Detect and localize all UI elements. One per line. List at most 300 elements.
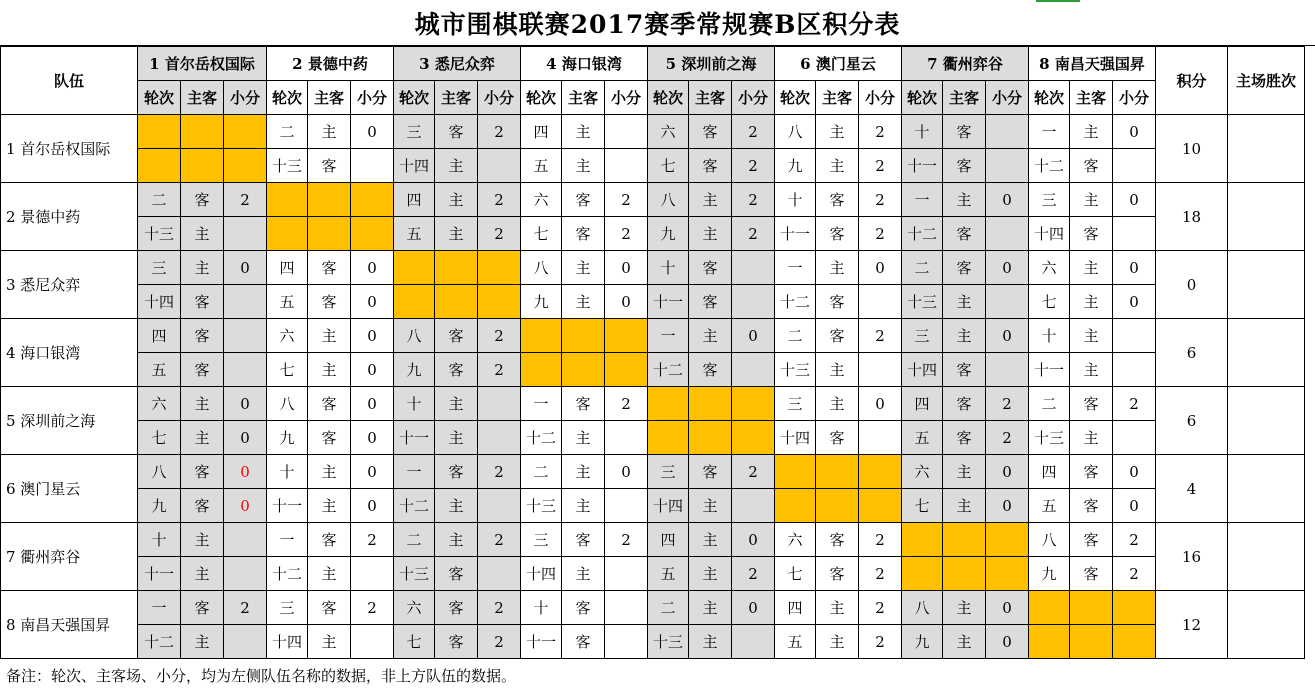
diagonal-cell <box>732 421 775 455</box>
subcol-header: 小分 <box>986 81 1029 115</box>
home-away-cell: 主 <box>689 557 732 591</box>
round-cell: 十 <box>521 591 562 625</box>
diagonal-cell <box>394 251 435 285</box>
round-cell: 二 <box>138 183 181 217</box>
score-cell <box>605 625 648 659</box>
round-cell: 一 <box>902 183 943 217</box>
diagonal-cell <box>1113 625 1156 659</box>
score-cell <box>986 149 1029 183</box>
home-away-cell: 主 <box>562 455 605 489</box>
score-cell: 0 <box>732 319 775 353</box>
score-cell <box>478 149 521 183</box>
round-cell: 四 <box>902 387 943 421</box>
home-away-cell: 客 <box>562 183 605 217</box>
home-away-cell: 主 <box>435 183 478 217</box>
score-cell: 2 <box>986 421 1029 455</box>
round-cell: 十 <box>138 523 181 557</box>
home-away-cell: 主 <box>689 183 732 217</box>
home-wins-cell <box>1228 455 1305 523</box>
home-wins-cell <box>1228 523 1305 591</box>
home-away-cell: 客 <box>1070 557 1113 591</box>
subcol-header: 主客 <box>562 81 605 115</box>
table-row <box>1 115 1305 149</box>
score-cell <box>1113 421 1156 455</box>
home-away-cell: 主 <box>562 421 605 455</box>
score-cell: 0 <box>605 285 648 319</box>
score-cell: 0 <box>351 489 394 523</box>
home-away-cell: 客 <box>308 251 351 285</box>
round-cell: 十三 <box>1029 421 1070 455</box>
home-away-cell: 客 <box>1070 149 1113 183</box>
table-row <box>1 421 1305 455</box>
home-away-cell: 主 <box>562 149 605 183</box>
round-cell: 四 <box>521 115 562 149</box>
round-cell: 二 <box>1029 387 1070 421</box>
score-cell <box>986 353 1029 387</box>
home-away-cell: 客 <box>943 115 986 149</box>
round-cell: 九 <box>267 421 308 455</box>
home-away-cell: 主 <box>943 489 986 523</box>
round-cell: 十一 <box>902 149 943 183</box>
home-away-cell: 客 <box>1070 489 1113 523</box>
home-away-cell: 主 <box>689 591 732 625</box>
diagonal-cell <box>605 319 648 353</box>
home-away-cell: 主 <box>562 489 605 523</box>
round-cell: 十四 <box>267 625 308 659</box>
score-cell <box>605 591 648 625</box>
round-cell: 六 <box>902 455 943 489</box>
home-away-cell: 客 <box>181 353 224 387</box>
round-cell: 八 <box>521 251 562 285</box>
round-cell: 十一 <box>138 557 181 591</box>
score-cell: 2 <box>859 523 902 557</box>
table-row <box>1 591 1305 625</box>
home-away-cell: 客 <box>435 353 478 387</box>
round-cell: 十二 <box>138 625 181 659</box>
round-cell: 十四 <box>648 489 689 523</box>
score-cell <box>224 217 267 251</box>
score-cell: 0 <box>986 489 1029 523</box>
standings-table <box>0 46 1305 659</box>
diagonal-cell <box>775 489 816 523</box>
home-away-cell: 主 <box>562 285 605 319</box>
row-team-name: 5 深圳前之海 <box>1 387 138 455</box>
home-wins-cell <box>1228 251 1305 319</box>
page-title-text: 城市围棋联赛2017赛季常规赛B区积分表 <box>414 9 901 39</box>
diagonal-cell <box>351 183 394 217</box>
score-cell <box>605 149 648 183</box>
points-cell: 0 <box>1156 251 1228 319</box>
home-away-cell: 主 <box>1070 285 1113 319</box>
opponent-header-2: 2 景德中药 <box>267 47 394 81</box>
footnote: 备注：轮次、主客场、小分，均为左侧队伍名称的数据，非上方队伍的数据。 <box>6 667 517 685</box>
home-away-cell: 客 <box>181 183 224 217</box>
home-away-cell: 客 <box>308 523 351 557</box>
home-away-cell: 主 <box>943 455 986 489</box>
score-cell <box>1113 353 1156 387</box>
round-cell: 十 <box>394 387 435 421</box>
home-away-cell: 主 <box>181 251 224 285</box>
round-cell: 十三 <box>902 285 943 319</box>
round-cell: 四 <box>775 591 816 625</box>
home-away-cell: 主 <box>689 217 732 251</box>
subcol-header: 小分 <box>351 81 394 115</box>
subcol-header: 小分 <box>1113 81 1156 115</box>
table-row <box>1 557 1305 591</box>
home-away-cell: 客 <box>435 455 478 489</box>
home-away-cell: 客 <box>816 183 859 217</box>
score-cell: 0 <box>732 591 775 625</box>
score-cell: 2 <box>859 625 902 659</box>
round-cell: 十二 <box>1029 149 1070 183</box>
home-away-cell: 客 <box>181 489 224 523</box>
round-cell: 七 <box>902 489 943 523</box>
home-away-cell: 主 <box>562 557 605 591</box>
table-row <box>1 319 1305 353</box>
score-cell <box>605 489 648 523</box>
score-cell: 0 <box>351 353 394 387</box>
score-cell: 0 <box>986 183 1029 217</box>
score-cell <box>732 625 775 659</box>
score-cell <box>1113 217 1156 251</box>
diagonal-cell <box>224 149 267 183</box>
score-cell <box>1113 319 1156 353</box>
round-cell: 二 <box>902 251 943 285</box>
round-cell: 七 <box>521 217 562 251</box>
score-cell <box>224 319 267 353</box>
score-cell: 0 <box>351 455 394 489</box>
round-cell: 五 <box>394 217 435 251</box>
round-cell: 十一 <box>648 285 689 319</box>
score-cell: 2 <box>478 591 521 625</box>
home-away-cell: 主 <box>308 489 351 523</box>
diagonal-cell <box>138 115 181 149</box>
round-cell: 十四 <box>775 421 816 455</box>
score-cell <box>732 251 775 285</box>
round-cell: 五 <box>267 285 308 319</box>
home-away-cell: 主 <box>689 625 732 659</box>
round-cell: 八 <box>267 387 308 421</box>
score-cell: 0 <box>1113 115 1156 149</box>
home-away-cell: 主 <box>689 489 732 523</box>
row-team-name: 8 南昌天强国昇 <box>1 591 138 659</box>
score-cell <box>859 421 902 455</box>
home-away-cell: 客 <box>816 319 859 353</box>
score-cell <box>478 557 521 591</box>
score-cell <box>732 353 775 387</box>
table-row <box>1 523 1305 557</box>
score-cell <box>478 489 521 523</box>
score-cell <box>732 285 775 319</box>
home-away-cell: 客 <box>435 115 478 149</box>
round-cell: 十一 <box>394 421 435 455</box>
round-cell: 十二 <box>648 353 689 387</box>
score-cell: 0 <box>859 387 902 421</box>
home-away-cell: 客 <box>308 421 351 455</box>
subcol-header: 小分 <box>859 81 902 115</box>
round-cell: 七 <box>267 353 308 387</box>
round-cell: 十四 <box>902 353 943 387</box>
home-away-cell: 主 <box>1070 319 1113 353</box>
home-wins-column-header: 主场胜次 <box>1228 47 1305 115</box>
round-cell: 七 <box>648 149 689 183</box>
diagonal-cell <box>521 353 562 387</box>
home-away-cell: 主 <box>1070 421 1113 455</box>
points-cell: 12 <box>1156 591 1228 659</box>
round-cell: 九 <box>394 353 435 387</box>
round-cell: 六 <box>1029 251 1070 285</box>
home-wins-cell <box>1228 115 1305 183</box>
round-cell: 十三 <box>775 353 816 387</box>
table-row <box>1 183 1305 217</box>
round-cell: 九 <box>648 217 689 251</box>
home-wins-cell <box>1228 591 1305 659</box>
subcol-header: 小分 <box>605 81 648 115</box>
diagonal-cell <box>1070 591 1113 625</box>
subcol-header: 主客 <box>1070 81 1113 115</box>
home-away-cell: 客 <box>181 285 224 319</box>
row-team-name: 2 景德中药 <box>1 183 138 251</box>
score-cell: 2 <box>351 523 394 557</box>
diagonal-cell <box>562 353 605 387</box>
score-cell: 0 <box>224 489 267 523</box>
diagonal-cell <box>605 353 648 387</box>
subcol-header: 轮次 <box>521 81 562 115</box>
home-away-cell: 主 <box>816 591 859 625</box>
score-cell: 2 <box>478 455 521 489</box>
diagonal-cell <box>435 285 478 319</box>
subcol-header: 小分 <box>224 81 267 115</box>
home-away-cell: 主 <box>435 421 478 455</box>
header-row-teams <box>1 47 1305 81</box>
round-cell: 二 <box>648 591 689 625</box>
home-away-cell: 主 <box>943 319 986 353</box>
score-cell: 0 <box>986 625 1029 659</box>
round-cell: 三 <box>521 523 562 557</box>
home-away-cell: 客 <box>943 387 986 421</box>
subcol-header: 轮次 <box>267 81 308 115</box>
score-cell: 0 <box>986 319 1029 353</box>
round-cell: 六 <box>138 387 181 421</box>
home-away-cell: 客 <box>689 149 732 183</box>
score-cell: 2 <box>732 455 775 489</box>
score-cell: 2 <box>859 183 902 217</box>
home-away-cell: 主 <box>1070 183 1113 217</box>
diagonal-cell <box>478 285 521 319</box>
round-cell: 八 <box>775 115 816 149</box>
score-cell: 2 <box>732 149 775 183</box>
score-cell: 0 <box>986 251 1029 285</box>
score-cell <box>351 557 394 591</box>
score-cell: 2 <box>224 591 267 625</box>
opponent-header-7: 7 衢州弈谷 <box>902 47 1029 81</box>
home-away-cell: 客 <box>816 285 859 319</box>
home-away-cell: 主 <box>181 217 224 251</box>
diagonal-cell <box>943 557 986 591</box>
round-cell: 十四 <box>138 285 181 319</box>
home-away-cell: 客 <box>181 591 224 625</box>
score-cell: 0 <box>224 251 267 285</box>
diagonal-cell <box>816 455 859 489</box>
score-cell <box>224 557 267 591</box>
round-cell: 十二 <box>902 217 943 251</box>
round-cell: 十一 <box>267 489 308 523</box>
score-cell: 2 <box>859 319 902 353</box>
table-row <box>1 217 1305 251</box>
home-away-cell: 客 <box>435 319 478 353</box>
score-cell: 2 <box>859 591 902 625</box>
points-cell: 18 <box>1156 183 1228 251</box>
subcol-header: 主客 <box>943 81 986 115</box>
home-away-cell: 客 <box>689 115 732 149</box>
score-cell: 0 <box>351 387 394 421</box>
round-cell: 三 <box>394 115 435 149</box>
score-cell: 0 <box>351 421 394 455</box>
home-away-cell: 客 <box>816 421 859 455</box>
diagonal-cell <box>1070 625 1113 659</box>
home-away-cell: 客 <box>689 455 732 489</box>
diagonal-cell <box>1029 625 1070 659</box>
home-away-cell: 客 <box>1070 523 1113 557</box>
home-away-cell: 客 <box>943 251 986 285</box>
home-away-cell: 主 <box>308 455 351 489</box>
round-cell: 八 <box>902 591 943 625</box>
score-cell: 2 <box>732 557 775 591</box>
score-cell: 0 <box>351 285 394 319</box>
round-cell: 八 <box>394 319 435 353</box>
score-cell <box>986 285 1029 319</box>
score-cell: 2 <box>732 115 775 149</box>
opponent-header-3: 3 悉尼众弈 <box>394 47 521 81</box>
score-cell: 0 <box>1113 251 1156 285</box>
round-cell: 十三 <box>267 149 308 183</box>
round-cell: 一 <box>394 455 435 489</box>
round-cell: 十二 <box>267 557 308 591</box>
score-cell <box>224 523 267 557</box>
score-cell: 0 <box>224 387 267 421</box>
home-away-cell: 客 <box>816 523 859 557</box>
home-away-cell: 客 <box>1070 455 1113 489</box>
home-away-cell: 客 <box>562 217 605 251</box>
round-cell: 十四 <box>394 149 435 183</box>
home-away-cell: 主 <box>181 523 224 557</box>
score-cell: 0 <box>1113 489 1156 523</box>
score-cell: 2 <box>859 115 902 149</box>
score-cell: 0 <box>351 115 394 149</box>
home-away-cell: 客 <box>308 387 351 421</box>
round-cell: 四 <box>267 251 308 285</box>
round-cell: 三 <box>138 251 181 285</box>
home-away-cell: 主 <box>562 115 605 149</box>
table-row <box>1 489 1305 523</box>
home-away-cell: 主 <box>308 319 351 353</box>
diagonal-cell <box>308 183 351 217</box>
round-cell: 十三 <box>521 489 562 523</box>
diagonal-cell <box>138 149 181 183</box>
home-away-cell: 主 <box>181 625 224 659</box>
home-away-cell: 客 <box>943 217 986 251</box>
score-cell: 0 <box>224 455 267 489</box>
diagonal-cell <box>351 217 394 251</box>
home-away-cell: 主 <box>816 149 859 183</box>
score-cell: 2 <box>859 557 902 591</box>
score-cell: 0 <box>1113 455 1156 489</box>
round-cell: 六 <box>267 319 308 353</box>
round-cell: 十二 <box>521 421 562 455</box>
subcol-header: 主客 <box>816 81 859 115</box>
home-away-cell: 主 <box>308 625 351 659</box>
round-cell: 五 <box>138 353 181 387</box>
diagonal-cell <box>562 319 605 353</box>
home-away-cell: 客 <box>562 523 605 557</box>
header-row-subcols <box>1 81 1305 115</box>
score-cell: 2 <box>478 523 521 557</box>
round-cell: 十 <box>902 115 943 149</box>
round-cell: 九 <box>1029 557 1070 591</box>
points-column-header: 积分 <box>1156 47 1228 115</box>
diagonal-cell <box>478 251 521 285</box>
score-cell: 2 <box>605 387 648 421</box>
opponent-header-4: 4 海口银湾 <box>521 47 648 81</box>
round-cell: 一 <box>521 387 562 421</box>
round-cell: 五 <box>521 149 562 183</box>
round-cell: 七 <box>1029 285 1070 319</box>
diagonal-cell <box>943 523 986 557</box>
score-cell <box>1113 149 1156 183</box>
home-away-cell: 客 <box>435 557 478 591</box>
score-cell: 2 <box>732 217 775 251</box>
round-cell: 十一 <box>1029 353 1070 387</box>
score-cell: 0 <box>859 251 902 285</box>
home-away-cell: 客 <box>562 591 605 625</box>
row-team-name: 4 海口银湾 <box>1 319 138 387</box>
score-cell: 0 <box>605 251 648 285</box>
home-away-cell: 客 <box>689 251 732 285</box>
score-cell <box>605 421 648 455</box>
table-row <box>1 251 1305 285</box>
diagonal-cell <box>986 523 1029 557</box>
subcol-header: 小分 <box>478 81 521 115</box>
score-cell: 0 <box>224 421 267 455</box>
round-cell: 四 <box>394 183 435 217</box>
score-cell: 2 <box>478 183 521 217</box>
round-cell: 十一 <box>775 217 816 251</box>
row-team-name: 1 首尔岳权国际 <box>1 115 138 183</box>
score-cell: 0 <box>351 319 394 353</box>
round-cell: 二 <box>521 455 562 489</box>
round-cell: 六 <box>775 523 816 557</box>
home-away-cell: 客 <box>562 625 605 659</box>
home-away-cell: 客 <box>689 285 732 319</box>
subcol-header: 轮次 <box>1029 81 1070 115</box>
home-away-cell: 客 <box>1070 387 1113 421</box>
home-away-cell: 客 <box>943 149 986 183</box>
home-away-cell: 主 <box>816 251 859 285</box>
round-cell: 五 <box>775 625 816 659</box>
cell-selection-marker <box>1036 0 1080 2</box>
home-away-cell: 主 <box>816 625 859 659</box>
round-cell: 八 <box>138 455 181 489</box>
home-wins-cell <box>1228 319 1305 387</box>
home-away-cell: 主 <box>816 115 859 149</box>
diagonal-cell <box>224 115 267 149</box>
opponent-header-1: 1 首尔岳权国际 <box>138 47 267 81</box>
round-cell: 七 <box>775 557 816 591</box>
diagonal-cell <box>181 149 224 183</box>
home-away-cell: 主 <box>435 149 478 183</box>
home-away-cell: 客 <box>181 455 224 489</box>
round-cell: 四 <box>138 319 181 353</box>
